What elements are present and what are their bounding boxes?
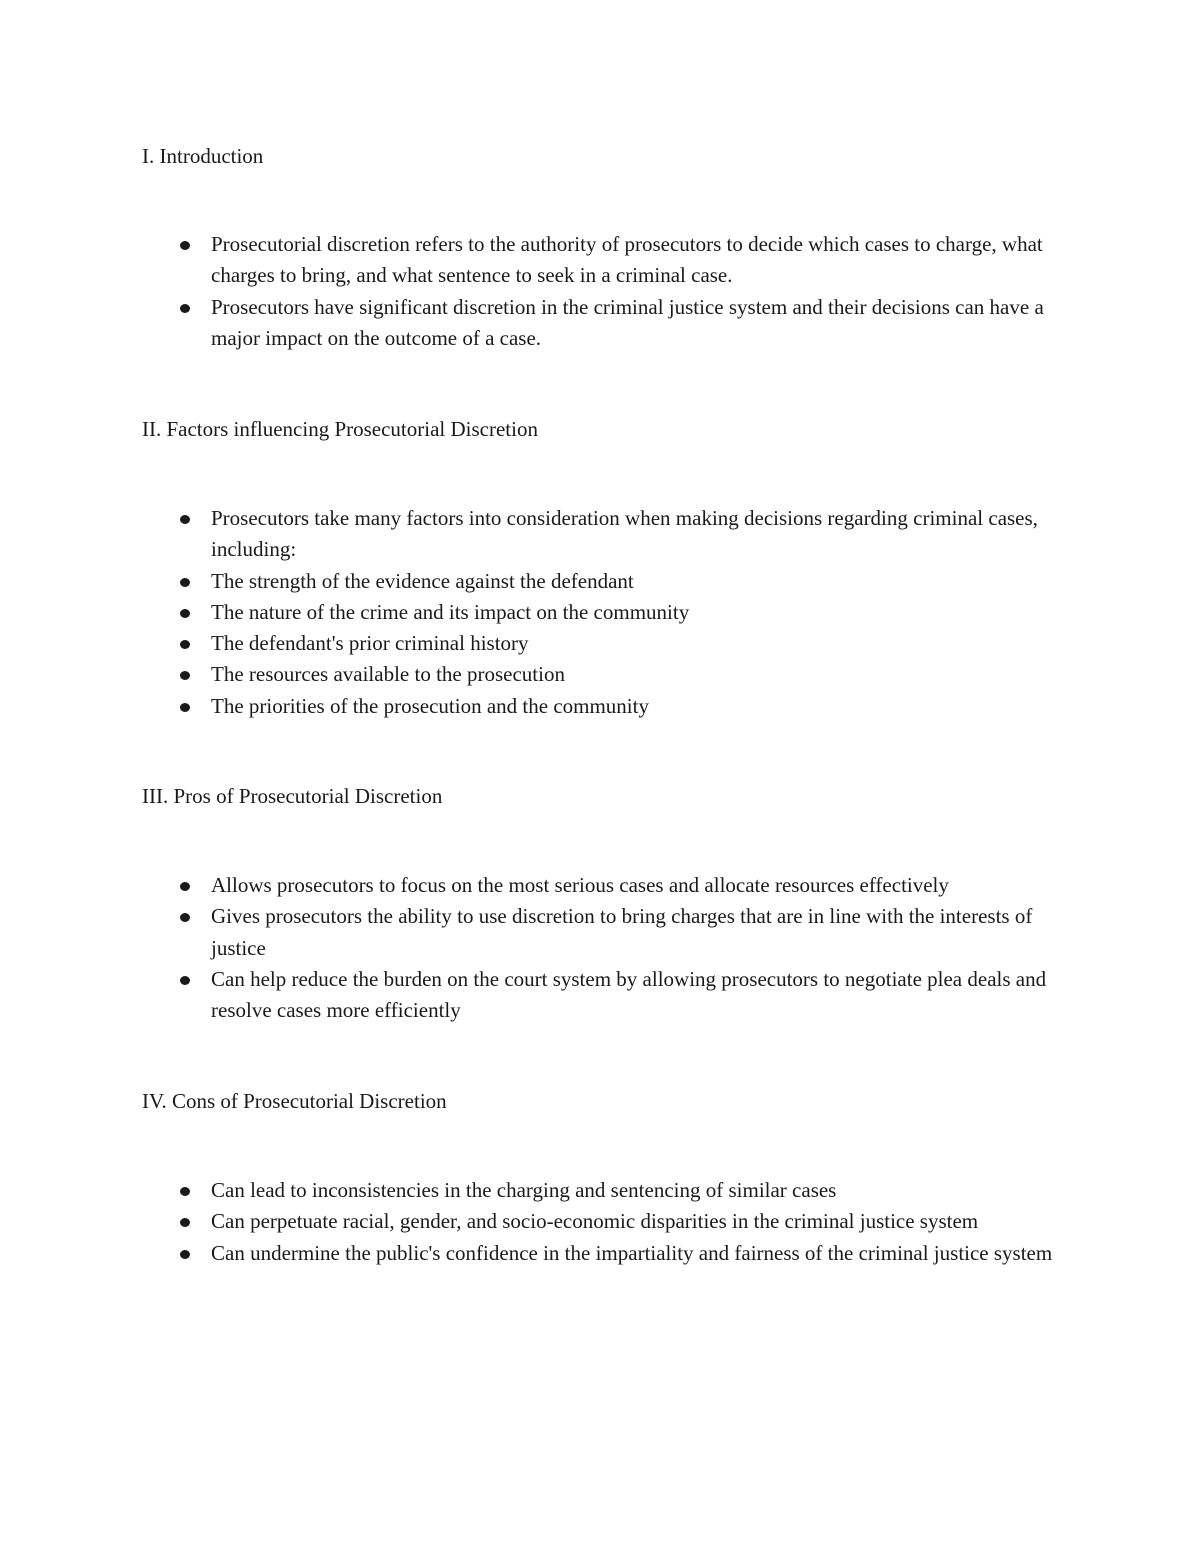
list-item [142, 1175, 1072, 1206]
list-item [142, 1238, 1072, 1269]
list-item [142, 964, 1072, 1027]
bullet-dot-icon [180, 578, 190, 587]
section-cons [142, 1086, 1072, 1265]
list-item-text: Gives prosecutors the ability to use discretion to bring charges that are in line with the interests of justice [211, 904, 1033, 960]
bullet-dot-icon [180, 976, 190, 985]
list-item-text: The nature of the crime and its impact on the community [211, 599, 690, 624]
bullet-dot-icon [180, 515, 190, 524]
list-item-text: Prosecutors have significant discretion in the criminal justice system and their decisions can have a major impact on the outcome of a case. [211, 294, 1044, 350]
list-item [142, 870, 1072, 901]
list-item-text: Can help reduce the burden on the court system by allowing prosecutors to negotiate plea deals and resolve cases more efficiently [211, 966, 1047, 1023]
list-item-text: The defendant's prior criminal history [211, 631, 529, 656]
bullet-list [142, 1175, 1072, 1269]
bullet-dot-icon [180, 640, 190, 649]
list-item [142, 597, 1072, 628]
bullet-list [142, 503, 1072, 722]
bullet-dot-icon [180, 1218, 190, 1227]
list-item [142, 628, 1072, 659]
section-heading: II. Factors influencing Prosecutorial Discretion [142, 417, 538, 441]
bullet-list [142, 870, 1072, 1026]
list-item-text: The priorities of the prosecution and the community [211, 693, 649, 718]
bullet-dot-icon [180, 304, 190, 313]
list-item-text: The resources available to the prosecution [211, 662, 565, 687]
list-item-text: Can undermine the public's confidence in the impartiality and fairness of the criminal justice system [211, 1240, 1053, 1265]
section-heading: IV. Cons of Prosecutorial Discretion [142, 1089, 447, 1113]
section-factors [142, 414, 1072, 718]
list-item-text: Can lead to inconsistencies in the charging and sentencing of similar cases [211, 1178, 837, 1202]
section-pros [142, 781, 1072, 1023]
bullet-dot-icon [180, 913, 190, 922]
section-introduction [142, 141, 1072, 350]
bullet-dot-icon [180, 1250, 190, 1259]
list-item-text: Can perpetuate racial, gender, and socio-economic disparities in the criminal justice system [211, 1209, 979, 1234]
list-item [142, 691, 1072, 722]
list-item-text: Prosecutorial discretion refers to the authority of prosecutors to decide which cases to charge, what charges to bring, and what sentence to seek in a criminal case. [211, 232, 1043, 288]
list-item [142, 1206, 1072, 1237]
bullet-dot-icon [180, 241, 190, 250]
list-item [142, 566, 1072, 597]
bullet-dot-icon [180, 703, 190, 712]
list-item [142, 659, 1072, 690]
section-heading: III. Pros of Prosecutorial Discretion [142, 784, 443, 808]
list-item [142, 292, 1072, 355]
bullet-list [142, 229, 1072, 354]
bullet-dot-icon [180, 1187, 190, 1196]
list-item-text: Prosecutors take many factors into consideration when making decisions regarding criminal cases, including: [211, 506, 1038, 562]
list-item [142, 901, 1072, 964]
bullet-dot-icon [180, 882, 190, 891]
bullet-dot-icon [180, 671, 190, 680]
list-item-text: Allows prosecutors to focus on the most serious cases and allocate resources effectively [211, 873, 949, 897]
section-heading: I. Introduction [142, 144, 264, 168]
bullet-dot-icon [180, 609, 190, 618]
list-item-text: The strength of the evidence against the defendant [211, 568, 634, 593]
list-item [142, 229, 1072, 292]
list-item [142, 503, 1072, 566]
